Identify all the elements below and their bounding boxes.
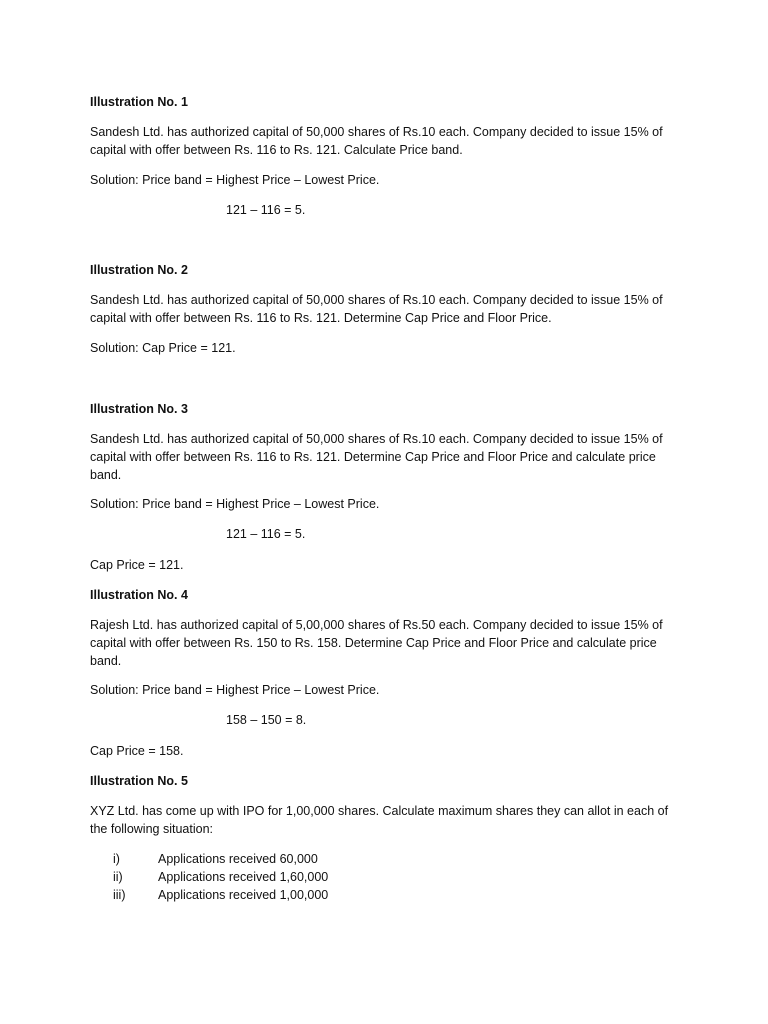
list-item-text: Applications received 60,000 [158, 852, 318, 866]
illustration-4-calculation: 158 – 150 = 8. [226, 713, 307, 727]
list-item-text: Applications received 1,60,000 [158, 870, 329, 884]
list-item-number: iii) [113, 888, 126, 902]
illustration-1-calculation: 121 – 116 = 5. [226, 203, 306, 217]
illustration-2-heading: Illustration No. 2 [90, 263, 188, 277]
illustration-5-question: XYZ Ltd. has come up with IPO for 1,00,000 shares. Calculate maximum shares they can allot in each of the following situation: [90, 804, 669, 836]
illustration-4-question: Rajesh Ltd. has authorized capital of 5,00,000 shares of Rs.50 each. Company decided to issue 15% of capital with offer between Rs. 150 to Rs. 158. Determine Cap Price and Floor Price and calculate price band. [90, 618, 663, 668]
illustration-3-heading: Illustration No. 3 [90, 402, 188, 416]
illustration-1-solution: Solution: Price band = Highest Price – Lowest Price. [90, 173, 380, 187]
illustration-4-solution: Solution: Price band = Highest Price – Lowest Price. [90, 683, 380, 697]
illustration-2-question: Sandesh Ltd. has authorized capital of 50,000 shares of Rs.10 each. Company decided to issue 15% of capital with offer between Rs. 116 to Rs. 121. Determine Cap Price and Floor Price. [90, 293, 663, 325]
illustration-3-calculation: 121 – 116 = 5. [226, 527, 306, 541]
illustration-4-heading: Illustration No. 4 [90, 588, 188, 602]
illustration-1-heading: Illustration No. 1 [90, 95, 188, 109]
illustration-3-cap-price: Cap Price = 121. [90, 558, 184, 572]
illustration-2-solution: Solution: Cap Price = 121. [90, 341, 236, 355]
list-item-number: i) [113, 852, 120, 866]
illustration-3-question: Sandesh Ltd. has authorized capital of 50,000 shares of Rs.10 each. Company decided to issue 15% of capital with offer between Rs. 116 to Rs. 121. Determine Cap Price and Floor Price and calculate price band. [90, 432, 663, 482]
illustration-4-cap-price: Cap Price = 158. [90, 744, 184, 758]
list-item-text: Applications received 1,00,000 [158, 888, 329, 902]
illustration-3-solution: Solution: Price band = Highest Price – Lowest Price. [90, 497, 380, 511]
list-item-number: ii) [113, 870, 123, 884]
illustration-1-question: Sandesh Ltd. has authorized capital of 50,000 shares of Rs.10 each. Company decided to issue 15% of capital with offer between Rs. 116 to Rs. 121. Calculate Price band. [90, 125, 663, 157]
illustration-5-heading: Illustration No. 5 [90, 774, 188, 788]
